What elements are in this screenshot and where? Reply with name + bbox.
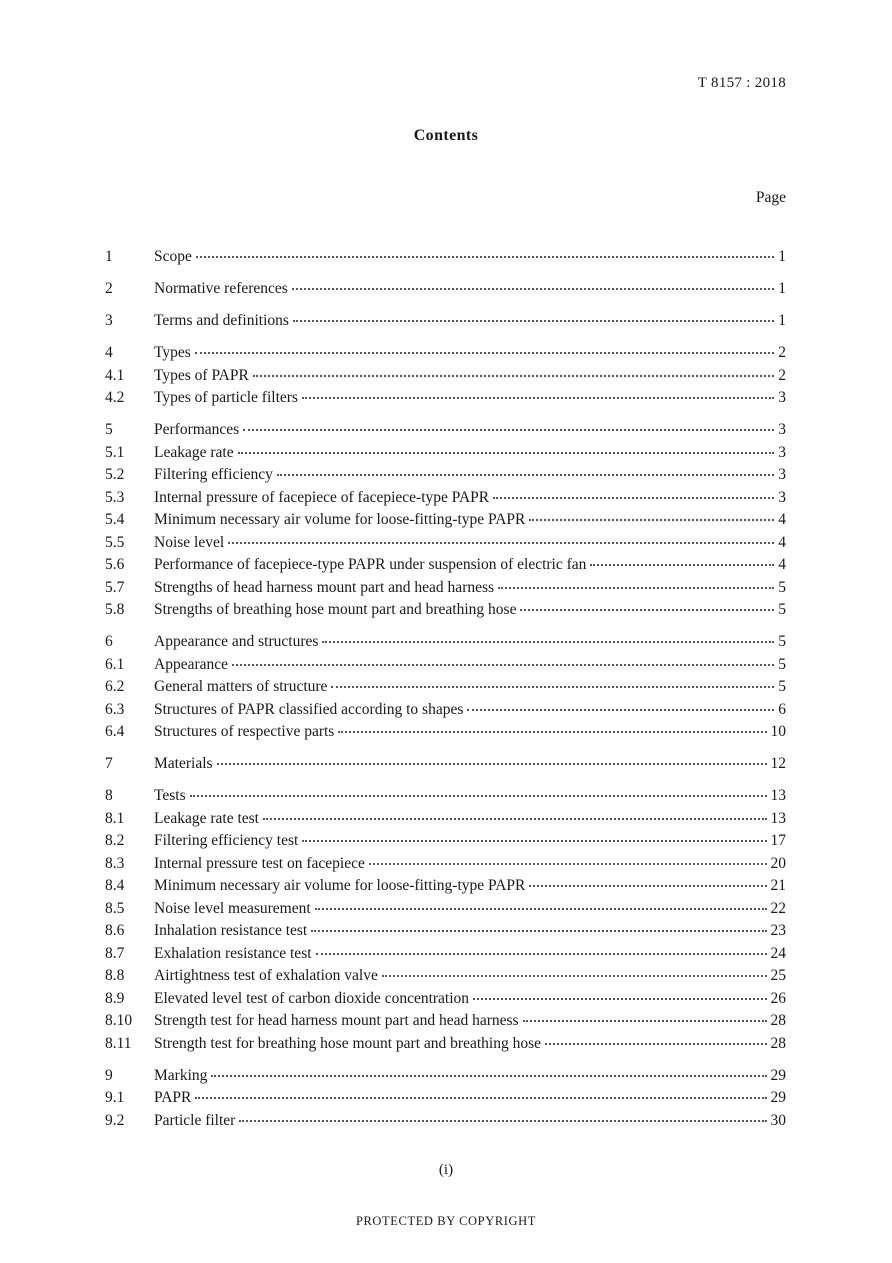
toc-entry[interactable] — [105, 1010, 786, 1033]
toc-entry-title: Leakage rate test — [154, 809, 259, 827]
dot-leader — [523, 1008, 767, 1022]
toc-entry[interactable] — [105, 1065, 786, 1088]
toc-entry-number: 8.1 — [105, 809, 125, 827]
toc-entry[interactable] — [105, 487, 786, 510]
toc-entry-title: Particle filter — [154, 1111, 236, 1129]
toc-entry-title: General matters of structure — [154, 678, 328, 695]
toc-entry-page-number: 6 — [778, 700, 786, 718]
toc-entry-number: 8.10 — [105, 1012, 133, 1029]
dot-leader — [232, 652, 774, 666]
copyright-notice: PROTECTED BY COPYRIGHT — [355, 1214, 537, 1228]
toc-entry-number: 9 — [105, 1066, 113, 1084]
toc-entry-number: 5.3 — [105, 488, 125, 506]
toc-entry-number: 9.2 — [105, 1111, 125, 1129]
dot-leader — [529, 507, 774, 521]
dot-leader — [190, 783, 767, 797]
toc-entry-title: Minimum necessary air volume for loose-fitting-type PAPR — [154, 877, 526, 894]
toc-entry-page-number: 3 — [778, 488, 786, 506]
dot-leader — [277, 462, 774, 476]
toc-entry-title: Noise level — [154, 533, 225, 551]
toc-section — [105, 631, 786, 744]
toc-entry-title: Structures of respective parts — [154, 723, 335, 740]
toc-entry-page-number: 29 — [770, 1089, 786, 1106]
toc-entry-title: Marking — [154, 1066, 208, 1084]
toc-entry-page-number: 2 — [778, 344, 786, 361]
toc-entry[interactable] — [105, 853, 786, 876]
toc-entry-title: Strength test for breathing hose mount part and breathing hose — [154, 1034, 541, 1052]
dot-leader — [217, 751, 767, 765]
page-folio: (i) — [438, 1162, 454, 1178]
toc-entry-page-number: 5 — [778, 655, 786, 673]
toc-entry-title: Performances — [154, 421, 240, 438]
toc-section — [105, 278, 786, 301]
toc-entry[interactable] — [105, 310, 786, 333]
toc-entry-page-number: 5 — [778, 578, 786, 596]
toc-entry-number: 6.1 — [105, 655, 125, 673]
toc-entry-number: 6 — [105, 633, 113, 650]
toc-entry-title: Normative references — [154, 280, 288, 297]
toc-entry[interactable] — [105, 808, 786, 831]
toc-entry[interactable] — [105, 920, 786, 943]
toc-entry-number: 9.1 — [105, 1089, 125, 1106]
toc-entry-page-number: 30 — [770, 1111, 786, 1129]
toc-entry[interactable] — [105, 419, 786, 442]
toc-entry-number: 8.7 — [105, 944, 125, 962]
dot-leader — [493, 485, 774, 499]
toc-entry-page-number: 5 — [778, 633, 786, 650]
toc-entry[interactable] — [105, 631, 786, 654]
toc-section — [105, 785, 786, 1055]
toc-entry-number: 6.4 — [105, 723, 125, 740]
dot-leader — [590, 552, 774, 566]
dot-leader — [195, 1085, 766, 1099]
toc-entry-title: Terms and definitions — [154, 312, 289, 329]
toc-entry-title: Internal pressure of facepiece of facepiece-type PAPR — [154, 488, 490, 506]
toc-entry[interactable] — [105, 577, 786, 600]
toc-entry[interactable] — [105, 387, 786, 410]
toc-entry[interactable] — [105, 676, 786, 699]
toc-entry-number: 8.4 — [105, 877, 125, 894]
toc-entry-number: 8.3 — [105, 854, 125, 872]
dot-leader — [263, 806, 767, 820]
toc-entry[interactable] — [105, 830, 786, 853]
toc-entry-number: 8.8 — [105, 967, 125, 984]
toc-entry[interactable] — [105, 875, 786, 898]
dot-leader — [311, 918, 766, 932]
toc-section — [105, 310, 786, 333]
toc-entry-number: 5.7 — [105, 578, 125, 596]
toc-entry[interactable] — [105, 988, 786, 1011]
toc-entry[interactable] — [105, 554, 786, 577]
toc-entry[interactable] — [105, 943, 786, 966]
toc-entry-title: Strength test for head harness mount part and head harness — [154, 1012, 519, 1029]
toc-entry[interactable] — [105, 278, 786, 301]
toc-entry-number: 2 — [105, 280, 113, 297]
toc-entry[interactable] — [105, 721, 786, 744]
dot-leader — [322, 629, 774, 643]
toc-entry-number: 5.1 — [105, 443, 125, 461]
toc-entry[interactable] — [105, 599, 786, 622]
toc-section — [105, 342, 786, 410]
dot-leader — [316, 941, 767, 955]
toc-entry-title: Filtering efficiency test — [154, 832, 299, 849]
toc-section — [105, 419, 786, 622]
dot-leader — [238, 440, 775, 454]
toc-entry-title: Filtering efficiency — [154, 466, 273, 483]
toc-entry[interactable] — [105, 246, 786, 269]
toc-entry[interactable] — [105, 365, 786, 388]
toc-entry[interactable] — [105, 1033, 786, 1056]
dot-leader — [382, 963, 767, 977]
toc-entry-number: 5.8 — [105, 601, 125, 618]
toc-entry-page-number: 23 — [770, 922, 786, 939]
toc-entry-page-number: 5 — [778, 601, 786, 618]
toc-entry-title: Structures of PAPR classified according to shapes — [154, 700, 464, 718]
toc-section — [105, 246, 786, 269]
toc-entry-number: 4.1 — [105, 366, 125, 384]
toc-entry[interactable] — [105, 342, 786, 365]
toc-entry-page-number: 3 — [778, 466, 786, 483]
toc-entry-title: Leakage rate — [154, 443, 234, 461]
toc-section — [105, 1065, 786, 1133]
toc-entry-page-number: 5 — [778, 678, 786, 695]
toc-entry[interactable] — [105, 532, 786, 555]
toc-entry-page-number: 10 — [770, 723, 786, 740]
table-of-contents — [105, 246, 786, 1142]
toc-entry-title: Scope — [154, 248, 192, 265]
toc-entry-title: Tests — [154, 787, 186, 804]
toc-entry-page-number: 4 — [778, 511, 786, 528]
toc-entry-title: Internal pressure test on facepiece — [154, 854, 365, 872]
toc-entry-title: Strengths of head harness mount part and head harness — [154, 578, 495, 596]
dot-leader — [195, 340, 774, 354]
toc-entry-page-number: 4 — [778, 556, 786, 573]
dot-leader — [211, 1063, 766, 1077]
toc-entry-number: 5.2 — [105, 466, 125, 483]
toc-entry-page-number: 29 — [770, 1066, 786, 1084]
toc-entry-number: 7 — [105, 755, 113, 772]
toc-entry-title: Types of particle filters — [154, 389, 298, 406]
toc-entry[interactable] — [105, 898, 786, 921]
dot-leader — [243, 417, 774, 431]
toc-entry[interactable] — [105, 785, 786, 808]
toc-entry-page-number: 12 — [770, 755, 786, 772]
toc-entry-title: Types — [154, 344, 191, 361]
toc-entry-title: Performance of facepiece-type PAPR under suspension of electric fan — [154, 556, 587, 573]
toc-entry-title: Types of PAPR — [154, 366, 249, 384]
dot-leader — [331, 674, 774, 688]
toc-entry-title: Materials — [154, 755, 213, 772]
toc-entry[interactable] — [105, 1110, 786, 1133]
toc-entry-number: 6.3 — [105, 700, 125, 718]
dot-leader — [293, 308, 774, 322]
toc-entry[interactable] — [105, 442, 786, 465]
toc-entry-page-number: 28 — [770, 1034, 786, 1052]
toc-entry-title: Appearance and structures — [154, 633, 319, 650]
dot-leader — [302, 828, 766, 842]
dot-leader — [292, 276, 774, 290]
toc-entry-page-number: 24 — [770, 944, 786, 962]
toc-entry-title: PAPR — [154, 1089, 192, 1106]
toc-section — [105, 753, 786, 776]
toc-entry-number: 5.6 — [105, 556, 125, 573]
toc-entry-page-number: 28 — [770, 1012, 786, 1029]
dot-leader — [302, 385, 774, 399]
toc-entry-number: 3 — [105, 312, 113, 329]
dot-leader — [520, 597, 774, 611]
dot-leader — [338, 719, 766, 733]
dot-leader — [473, 986, 766, 1000]
toc-entry-number: 8.5 — [105, 899, 125, 917]
toc-entry-page-number: 21 — [770, 877, 786, 894]
toc-entry[interactable] — [105, 464, 786, 487]
toc-entry-title: Appearance — [154, 655, 229, 673]
toc-entry[interactable] — [105, 965, 786, 988]
standard-number: T 8157 : 2018 — [697, 75, 786, 91]
toc-entry-number: 8 — [105, 787, 113, 804]
dot-leader — [467, 697, 774, 711]
toc-entry-page-number: 3 — [778, 443, 786, 461]
dot-leader — [369, 851, 767, 865]
toc-entry-number: 8.11 — [105, 1034, 132, 1052]
dot-leader — [239, 1108, 766, 1122]
toc-entry-number: 5 — [105, 421, 113, 438]
toc-entry-page-number: 1 — [778, 248, 786, 265]
toc-entry-page-number: 26 — [770, 989, 786, 1007]
toc-entry[interactable] — [105, 753, 786, 776]
page-title: Contents — [413, 127, 479, 144]
dot-leader — [196, 244, 774, 258]
toc-entry-page-number: 4 — [778, 533, 786, 551]
toc-entry-number: 1 — [105, 248, 113, 265]
toc-entry-title: Inhalation resistance test — [154, 922, 308, 939]
dot-leader — [253, 363, 774, 377]
toc-entry-number: 8.9 — [105, 989, 125, 1007]
toc-entry[interactable] — [105, 1087, 786, 1110]
toc-entry[interactable] — [105, 699, 786, 722]
toc-entry-page-number: 13 — [770, 787, 786, 804]
toc-entry-page-number: 2 — [778, 366, 786, 384]
toc-entry[interactable] — [105, 509, 786, 532]
toc-entry-number: 6.2 — [105, 678, 125, 695]
toc-entry-page-number: 17 — [770, 832, 786, 849]
toc-entry[interactable] — [105, 654, 786, 677]
toc-entry-number: 5.4 — [105, 511, 125, 528]
dot-leader — [545, 1031, 767, 1045]
dot-leader — [498, 575, 774, 589]
toc-entry-title: Exhalation resistance test — [154, 944, 312, 962]
toc-entry-page-number: 25 — [770, 967, 786, 984]
toc-entry-title: Strengths of breathing hose mount part and breathing hose — [154, 601, 517, 618]
toc-entry-title: Minimum necessary air volume for loose-fitting-type PAPR — [154, 511, 526, 528]
toc-entry-page-number: 20 — [770, 854, 786, 872]
toc-entry-title: Elevated level test of carbon dioxide concentration — [154, 989, 470, 1007]
toc-entry-page-number: 1 — [778, 312, 786, 329]
toc-entry-number: 5.5 — [105, 533, 125, 551]
toc-entry-page-number: 3 — [778, 389, 786, 406]
toc-entry-number: 8.6 — [105, 922, 125, 939]
toc-entry-title: Noise level measurement — [154, 899, 311, 917]
toc-entry-number: 4 — [105, 344, 113, 361]
page-column-heading: Page — [755, 189, 786, 206]
toc-entry-page-number: 1 — [778, 280, 786, 297]
dot-leader — [315, 896, 767, 910]
dot-leader — [529, 873, 766, 887]
dot-leader — [228, 530, 774, 544]
toc-entry-number: 8.2 — [105, 832, 125, 849]
toc-entry-page-number: 3 — [778, 421, 786, 438]
toc-entry-number: 4.2 — [105, 389, 125, 406]
toc-entry-page-number: 13 — [770, 809, 786, 827]
toc-entry-title: Airtightness test of exhalation valve — [154, 967, 378, 984]
toc-entry-page-number: 22 — [770, 899, 786, 917]
